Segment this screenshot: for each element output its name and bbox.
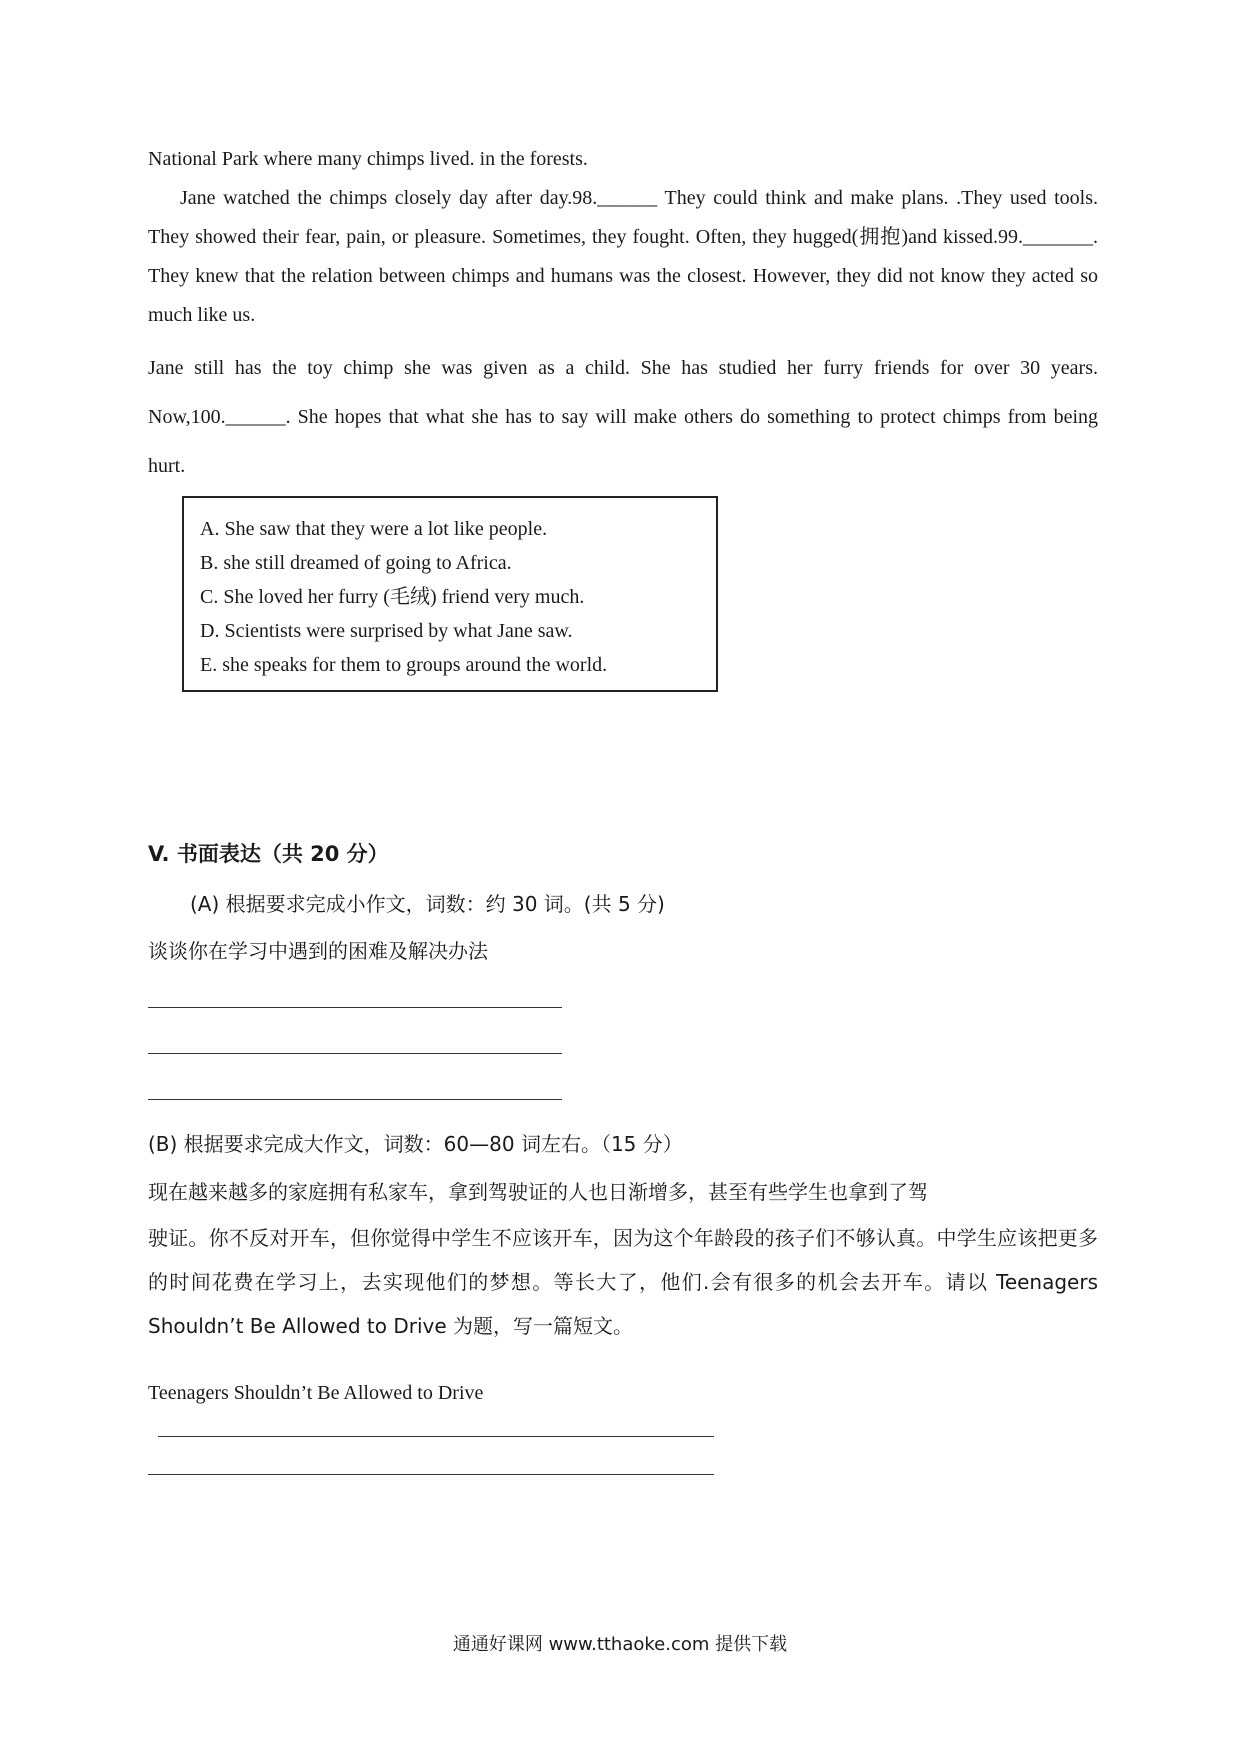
part-a-topic: 谈谈你在学习中遇到的困难及解决办法 [148,939,488,963]
answer-line [148,1099,562,1100]
page-footer: 通通好课网 www.tthaoke.com 提供下载 [452,1634,788,1655]
part-a-instruction: (A) 根据要求完成小作文，词数：约 30 词。(共 5 分) [190,892,665,916]
option-d: D. Scientists were surprised by what Jane saw. [200,620,573,642]
part-b-instruction: (B) 根据要求完成大作文，词数：60—80 词左右。（15 分） [148,1132,683,1156]
option-e: E. she speaks for them to groups around the world. [200,654,608,676]
option-b: B. she still dreamed of going to Africa. [200,552,512,574]
section-heading-writing: V. 书面表达（共 20 分） [148,842,389,866]
answer-options-box [182,496,718,692]
answer-line [148,1053,562,1054]
option-a: A. She saw that they were a lot like people. [200,518,548,540]
part-b-prompt-line-1: 现在越来越多的家庭拥有私家车，拿到驾驶证的人也日渐增多，甚至有些学生也拿到了驾 [148,1180,928,1204]
reading-line-top: National Park where many chimps lived. in the forests. [148,148,588,170]
option-c: C. She loved her furry (毛绒) friend very much. [200,586,585,608]
part-b-prompt-body: 驶证。你不反对开车，但你觉得中学生不应该开车，因为这个年龄段的孩子们不够认真。中学生应该把更多的时间花费在学习上，去实现他们的梦想。等长大了，他们.会有很多的机会去开车。请以 Teenagers Shouldn’t Be Allowed to Drive 为题，写一篇短文。 [148,1226,1098,1338]
answer-line [158,1436,714,1437]
answer-line [148,1474,714,1475]
reading-paragraph-observation: Jane watched the chimps closely day after day.98.______ They could think and make plans. .They used tools. They showed their fear, pain, or pleasure. Sometimes, they fought. Often, they hugged(拥抱)and kissed.99._______. They knew that the relation between chimps and humans was the closest. However, they did not know they acted so much like us. [148,187,1098,326]
answer-line [148,1007,562,1008]
reading-paragraph-toy-chimp: Jane still has the toy chimp she was given as a child. She has studied her furry friends for over 30 years. Now,100.______. She hopes that what she has to say will make others do something to protect chimps from being hurt. [148,357,1098,477]
essay-title: Teenagers Shouldn’t Be Allowed to Drive [148,1382,484,1404]
